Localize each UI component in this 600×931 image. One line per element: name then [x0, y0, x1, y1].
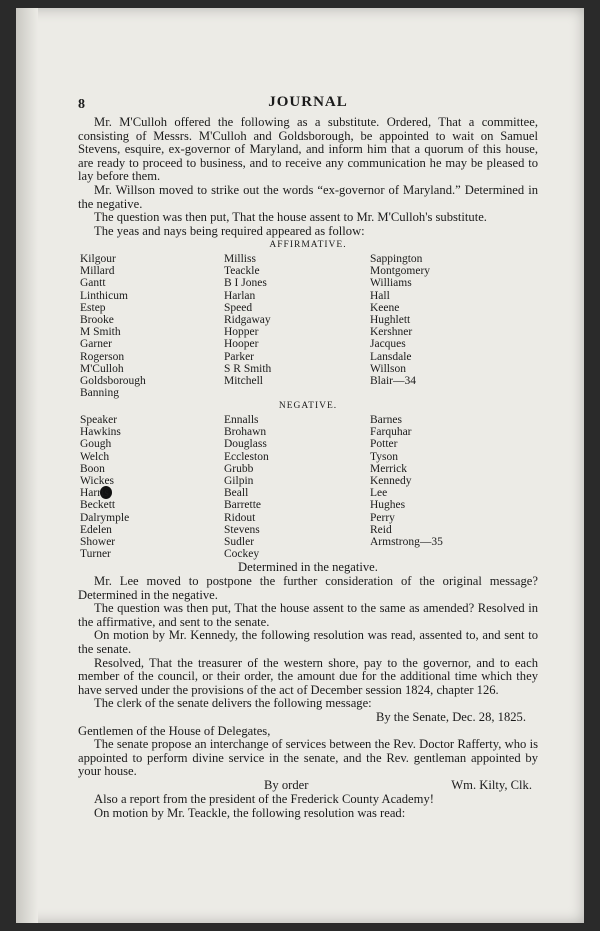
- voter-name: Estep: [80, 301, 106, 314]
- affirmative-col-2: [224, 253, 370, 399]
- running-head: [78, 96, 538, 116]
- voter-name: Gantt: [80, 277, 106, 290]
- paragraph-senate-message-intro: The clerk of the senate delivers the following message:: [94, 696, 372, 711]
- voter-name: Kershner: [370, 326, 413, 339]
- paragraph-willson-motion: Mr. Willson moved to strike out the words “ex-governor of Maryland.” Determined in the negative.: [78, 182, 538, 211]
- voter-name: Sudler: [224, 536, 255, 548]
- message-dateline: By the Senate, Dec. 28, 1825.: [375, 709, 526, 724]
- voter-name: Grubb: [224, 462, 254, 475]
- voter-name: Boon: [80, 462, 105, 475]
- voter-name: Potter: [370, 438, 398, 451]
- by-order: By order: [264, 777, 309, 792]
- voter-name: Armstrong—35: [370, 536, 443, 548]
- voter-name: Millard: [80, 265, 115, 278]
- affirmative-col-3: [370, 253, 520, 399]
- page-content: [78, 96, 538, 820]
- voter-name: M Smith: [80, 326, 121, 339]
- voter-name: Goldsborough: [80, 374, 146, 387]
- message-salutation: Gentlemen of the House of Delegates,: [78, 723, 271, 738]
- paragraph-assent-amended: The question was then put, That the house assent to the same as amended? Resolved in the affirmative, and sent to the senate.: [78, 601, 538, 629]
- voter-name: Hopper: [224, 326, 259, 339]
- voter-name: Ennalls: [224, 413, 259, 426]
- voter-name: B I Jones: [224, 277, 267, 290]
- voter-name: Sappington: [370, 252, 423, 265]
- voter-name: Barrette: [224, 499, 262, 512]
- voter-name: Speed: [224, 301, 253, 314]
- voter-name: Brooke: [80, 313, 114, 326]
- paragraph-kennedy-motion: On motion by Mr. Kennedy, the following resolution was read, assented to, and sent to the senate.: [78, 628, 538, 656]
- voter-name: Cockey: [224, 548, 260, 561]
- paragraph-resolution-treasurer: Resolved, That the treasurer of the western shore, pay to the governor, and to each member of the council, or their order, the amount due for the additional time which they have served under the provisions of the act of December session 1824, chapter 126.: [78, 655, 538, 697]
- message-signature-line: [78, 779, 538, 793]
- voter-name: Beckett: [80, 499, 116, 512]
- negative-col-2: [224, 414, 370, 560]
- voter-name: Keene: [370, 301, 400, 314]
- voter-name: Lansdale: [370, 350, 412, 363]
- paragraph-question: The question was then put, That the house assent to Mr. M'Culloh's substitute.: [94, 210, 487, 225]
- paragraph-academy-report: Also a report from the president of the Frederick County Academy!: [94, 791, 434, 806]
- voter-name: Parker: [224, 350, 255, 363]
- voter-name: Kennedy: [370, 474, 412, 487]
- voter-name: Barnes: [370, 413, 402, 426]
- voter-name: Linthicum: [80, 289, 128, 302]
- voter-name: Hall: [370, 289, 390, 302]
- voter-name: Blair—34: [370, 374, 416, 387]
- voter-name: Turner: [80, 548, 111, 561]
- voter-name: Speaker: [80, 413, 118, 426]
- negative-col-3: [370, 414, 520, 560]
- voter-name: Kilgour: [80, 252, 116, 265]
- voter-name: Lee: [370, 487, 388, 500]
- voter-name: Perry: [370, 511, 395, 524]
- paragraph-lee-motion: Mr. Lee moved to postpone the further consideration of the original message? Determined in the negative.: [78, 574, 538, 602]
- voter-name: Shower: [80, 536, 116, 548]
- running-title: JOURNAL: [268, 94, 348, 110]
- negative-list: [78, 414, 538, 560]
- voter-name: Hawkins: [80, 426, 121, 439]
- negative-heading: NEGATIVE.: [278, 401, 338, 412]
- voter-name: Hughes: [370, 499, 406, 512]
- voter-name: Edelen: [80, 523, 112, 536]
- voter-name: Willson: [370, 362, 406, 375]
- voter-name: Reid: [370, 523, 392, 536]
- voter-name: Dalrymple: [80, 511, 130, 524]
- page-number: 8: [78, 97, 85, 112]
- voter-name: Brohawn: [224, 426, 267, 439]
- voter-name: Wickes: [80, 474, 115, 487]
- voter-name: Welch: [80, 450, 110, 463]
- voter-name: Stevens: [224, 523, 260, 536]
- voter-name: Gough: [80, 438, 112, 451]
- voter-name: Farquhar: [370, 426, 412, 439]
- paragraph-teackle-motion: On motion by Mr. Teackle, the following resolution was read:: [94, 805, 406, 820]
- affirmative-col-1: [78, 253, 224, 399]
- voter-name: Gilpin: [224, 474, 254, 487]
- voter-name: M'Culloh: [80, 362, 124, 375]
- voter-name: Jacques: [370, 338, 406, 351]
- voter-name: Banning: [80, 387, 119, 400]
- voter-name: Harlan: [224, 289, 256, 302]
- voter-name: S R Smith: [224, 362, 272, 375]
- voter-name: Ridgaway: [224, 313, 271, 326]
- voter-name: Rogerson: [80, 350, 125, 363]
- message-body: The senate propose an interchange of services between the Rev. Doctor Rafferty, who is appointed to perform divine service in the senate, and the Rev. gentleman appointed by your house.: [78, 737, 538, 779]
- clerk-signature: Wm. Kilty, Clk.: [451, 777, 532, 792]
- vote-result: Determined in the negative.: [238, 560, 378, 575]
- voter-name: Beall: [224, 487, 249, 500]
- voter-name: Ridout: [224, 511, 256, 524]
- voter-name: Teackle: [224, 265, 260, 278]
- paragraph-yeas-nays: The yeas and nays being required appeared as follow:: [94, 223, 365, 238]
- voter-name: Merrick: [370, 462, 408, 475]
- paragraph-substitute: Mr. M'Culloh offered the following as a substitute. Ordered, That a committee, consisting of Messrs. M'Culloh and Goldsborough, be appointed to wait on Samuel Stevens, esquire, ex-governor of Maryland, and inform him that a quorum of this house, are ready to proceed to business, and to receive any communication he may be pleased to lay before them.: [78, 115, 538, 184]
- voter-name: Douglass: [224, 438, 267, 451]
- voter-name: Harris: [80, 487, 109, 500]
- voter-name: Eccleston: [224, 450, 269, 463]
- voter-name: Milliss: [224, 252, 256, 265]
- affirmative-heading: AFFIRMATIVE.: [269, 240, 347, 251]
- voter-name: Garner: [80, 338, 112, 351]
- voter-name: Tyson: [370, 450, 398, 463]
- affirmative-list: [78, 253, 538, 399]
- voter-name: Williams: [370, 277, 412, 290]
- page-gutter-shadow: [16, 8, 38, 923]
- negative-col-1: [78, 414, 224, 560]
- voter-name: Hooper: [224, 338, 259, 351]
- voter-name: Hughlett: [370, 313, 411, 326]
- voter-name: Mitchell: [224, 374, 263, 387]
- voter-name: Montgomery: [370, 265, 431, 278]
- scanned-page: [16, 8, 584, 923]
